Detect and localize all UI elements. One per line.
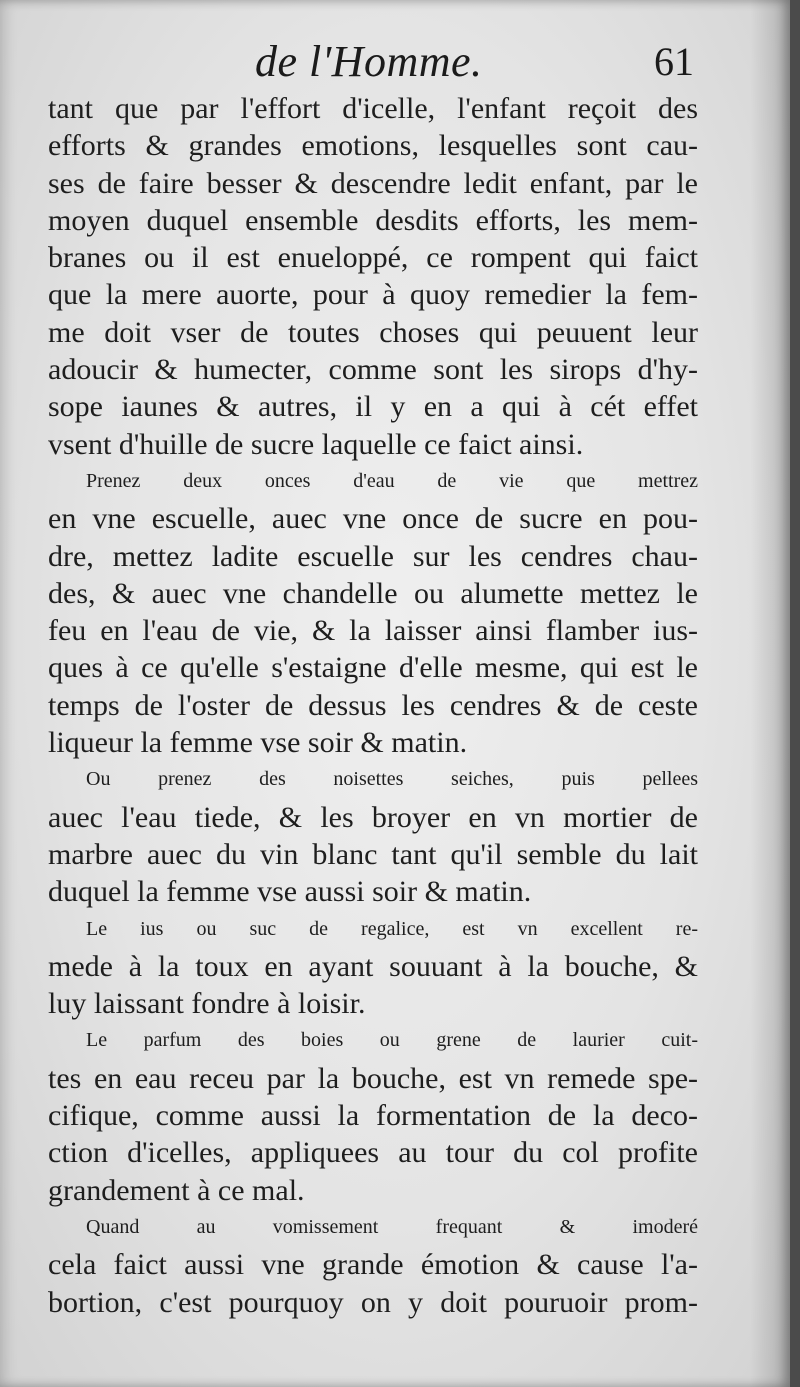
text-line: vsent d'huille de sucre laquelle ce faict ainsi. [48,427,584,461]
text-line: des, & auec vne chandelle ou alumette mettez le [48,576,698,610]
text-line: luy laissant fondre à loisir. [48,987,366,1021]
text-line: Le parfum des boies ou grene de laurier cuit- [86,1029,698,1052]
text-line: duquel la femme vse aussi soir & matin. [48,875,532,909]
text-line: moyen duquel ensemble desdits efforts, les mem- [48,203,698,237]
text-line: sope iaunes & autres, il y en a qui à cét effet [48,390,698,424]
page-edge-shadow [750,0,790,1387]
text-line: branes ou il est enueloppé, ce rompent qui faict [48,241,698,275]
text-line: ques à ce qu'elle s'estaigne d'elle mesme, qui est le [48,651,698,685]
text-line: ses de faire besser & descendre ledit enfant, par le [48,166,698,200]
text-line: feu en l'eau de vie, & la laisser ainsi flamber ius- [48,614,698,648]
text-line: grandement à ce mal. [48,1173,305,1207]
text-line: me doit vser de toutes choses qui peuuent leur [48,315,698,349]
text-line: Quand au vomissement frequant & imoderé [86,1215,698,1238]
page-header [0,28,790,88]
text-line: que la mere auorte, pour à quoy remedier la fem- [48,278,698,312]
text-line: temps de l'oster de dessus les cendres & de ceste [48,688,698,722]
text-line: adoucir & humecter, comme sont les sirops d'hy- [48,353,698,387]
body-text [48,90,698,1321]
text-line: marbre auec du vin blanc tant qu'il semble du lait [48,837,698,871]
text-line: cela faict aussi vne grande émotion & cause l'a- [48,1248,698,1282]
text-line: Prenez deux onces d'eau de vie que mettrez [86,469,698,492]
page-number: 61 [654,39,694,84]
text-line: auec l'eau tiede, & les broyer en vn mortier de [48,800,698,834]
text-line: ction d'icelles, appliquees au tour du col profite [48,1136,698,1170]
text-line: tant que par l'effort d'icelle, l'enfant reçoit des [48,92,698,125]
text-line: bortion, c'est pourquoy on y doit pouruoir prom- [48,1285,698,1319]
text-line: dre, mettez ladite escuelle sur les cendres chau- [48,539,698,573]
text-line: liqueur la femme vse soir & matin. [48,726,468,760]
running-title: de l'Homme. [255,37,483,86]
text-line: efforts & grandes emotions, lesquelles sont cau- [48,129,698,163]
text-line: Le ius ou suc de regalice, est vn excellent re- [86,917,698,940]
text-line: mede à la toux en ayant souuant à la bouche, & [48,949,698,983]
text-line: Ou prenez des noisettes seiches, puis pellees [86,768,698,791]
text-line: cifique, comme aussi la formentation de la deco- [48,1099,698,1133]
text-line: en vne escuelle, auec vne once de sucre en pou- [48,502,698,536]
text-line: tes en eau receu par la bouche, est vn remede spe- [48,1061,698,1095]
